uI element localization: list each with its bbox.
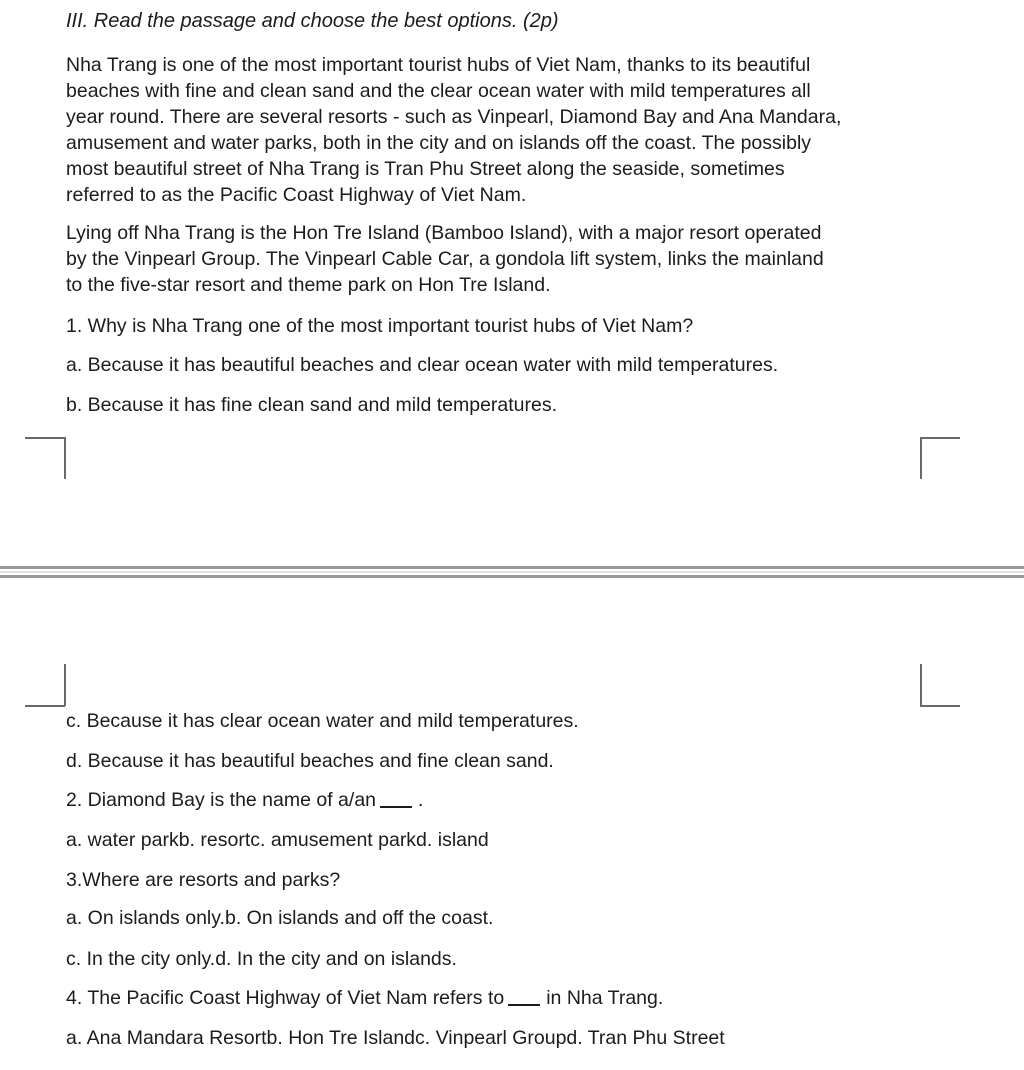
crop-mark-bottom-left-v — [64, 664, 66, 706]
passage-line: by the Vinpearl Group. The Vinpearl Cable Car, a gondola lift system, links the mainland — [66, 248, 824, 270]
crop-mark-top-right-v — [920, 437, 922, 479]
page-separator-bottom — [0, 575, 1024, 578]
question-2 — [66, 787, 423, 813]
question-3: 3.Where are resorts and parks? — [66, 869, 341, 891]
passage-line: beaches with fine and clean sand and the clear ocean water with mild temperatures all — [66, 80, 811, 102]
passage-line: Lying off Nha Trang is the Hon Tre Island (Bamboo Island), with a major resort operated — [66, 222, 822, 244]
page-separator-gap — [0, 571, 1024, 573]
passage-paragraph-1 — [66, 52, 946, 208]
question-4-end: in Nha Trang. — [546, 987, 664, 1009]
question-2-text: 2. Diamond Bay is the name of a/an — [66, 789, 377, 811]
passage-line: amusement and water parks, both in the city and on islands off the coast. The possibly — [66, 132, 812, 154]
section-title: III. Read the passage and choose the best options. (2p) — [66, 10, 559, 32]
passage-line: Nha Trang is one of the most important tourist hubs of Viet Nam, thanks to its beautiful — [66, 54, 811, 76]
answer-blank — [508, 1004, 540, 1006]
question-4-text: 4. The Pacific Coast Highway of Viet Nam refers to — [66, 987, 505, 1009]
question-4 — [66, 985, 663, 1011]
question-1: 1. Why is Nha Trang one of the most important tourist hubs of Viet Nam? — [66, 315, 694, 337]
question-2-end: . — [418, 789, 424, 811]
passage-paragraph-2 — [66, 220, 946, 298]
passage-line: year round. There are several resorts - such as Vinpearl, Diamond Bay and Ana Mandara, — [66, 106, 842, 128]
question-4-options: a. Ana Mandara Resortb. Hon Tre Islandc. Vinpearl Groupd. Tran Phu Street — [66, 1027, 725, 1049]
crop-mark-bottom-left-h — [25, 705, 65, 707]
question-3-options-cd: c. In the city only.d. In the city and on islands. — [66, 948, 457, 970]
passage-line: most beautiful street of Nha Trang is Tran Phu Street along the seaside, sometimes — [66, 158, 785, 180]
crop-mark-top-left-h — [25, 437, 65, 439]
passage-line: to the five-star resort and theme park on Hon Tre Island. — [66, 274, 551, 296]
question-1-option-a: a. Because it has beautiful beaches and clear ocean water with mild temperatures. — [66, 354, 779, 376]
question-3-options-ab: a. On islands only.b. On islands and off the coast. — [66, 907, 494, 929]
passage-line: referred to as the Pacific Coast Highway of Viet Nam. — [66, 184, 527, 206]
crop-mark-top-right-h — [920, 437, 960, 439]
crop-mark-bottom-right-v — [920, 664, 922, 706]
crop-mark-bottom-right-h — [920, 705, 960, 707]
answer-blank — [380, 806, 412, 808]
question-2-options: a. water parkb. resortc. amusement parkd. island — [66, 829, 489, 851]
page-separator-top — [0, 566, 1024, 569]
crop-mark-top-left-v — [64, 437, 66, 479]
question-1-option-c: c. Because it has clear ocean water and mild temperatures. — [66, 710, 579, 732]
question-1-option-b: b. Because it has fine clean sand and mild temperatures. — [66, 394, 558, 416]
question-1-option-d: d. Because it has beautiful beaches and fine clean sand. — [66, 750, 554, 772]
